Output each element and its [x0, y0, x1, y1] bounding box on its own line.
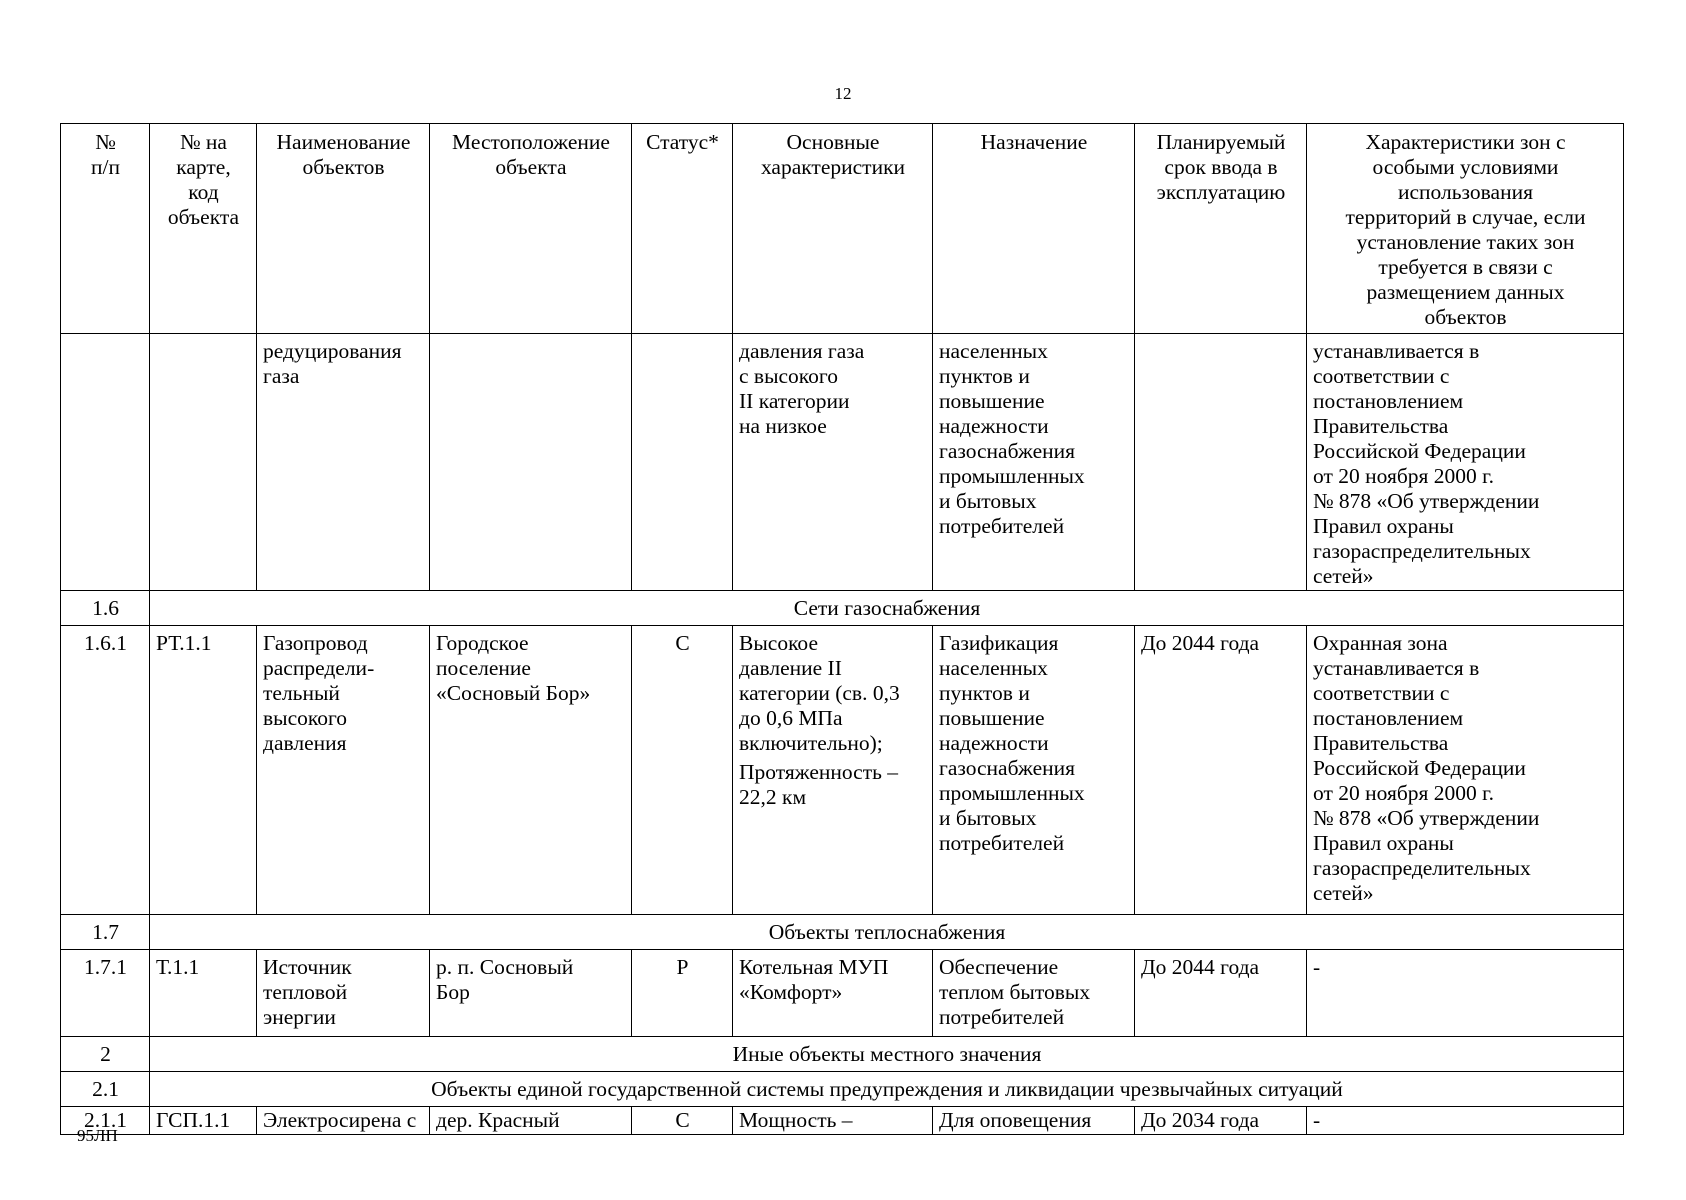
section-number: 2.1: [61, 1072, 150, 1107]
cell-purpose: Газификация населенных пунктов и повышение надежности газоснабжения промышленных и бытовых потребителей: [933, 626, 1135, 915]
cell-characteristics: [733, 626, 933, 915]
section-row-1-6: [61, 591, 1624, 626]
table-header-row: [61, 124, 1624, 334]
cell-purpose: Обеспечение теплом бытовых потребителей: [933, 950, 1135, 1037]
section-row-2: [61, 1037, 1624, 1072]
objects-table: [60, 123, 1624, 1135]
header-planned-term: Планируемый срок ввода в эксплуатацию: [1135, 124, 1307, 334]
header-location: Местоположение объекта: [430, 124, 632, 334]
cell-name: редуцирования газа: [257, 334, 430, 591]
section-number: 2: [61, 1037, 150, 1072]
cell-term: До 2044 года: [1135, 626, 1307, 915]
cell-number: 1.6.1: [61, 626, 150, 915]
cell-name: Газопровод распредели- тельный высокого давления: [257, 626, 430, 915]
cell-term: До 2034 года: [1135, 1107, 1307, 1135]
cell-status: [632, 334, 733, 591]
section-row-2-1: [61, 1072, 1624, 1107]
cell-status: С: [632, 626, 733, 915]
cell-location: [430, 334, 632, 591]
cell-code: РТ.1.1: [150, 626, 257, 915]
cell-location: р. п. Сосновый Бор: [430, 950, 632, 1037]
cell-zones: -: [1307, 1107, 1624, 1135]
cell-name: Электросирена с: [257, 1107, 430, 1135]
cell-code: ГСП.1.1: [150, 1107, 257, 1135]
section-title: Иные объекты местного значения: [150, 1037, 1624, 1072]
section-row-1-7: [61, 915, 1624, 950]
cell-zones: -: [1307, 950, 1624, 1037]
table-row-1-6-1: [61, 626, 1624, 915]
cell-status: Р: [632, 950, 733, 1037]
header-object-name: Наименование объектов: [257, 124, 430, 334]
cell-characteristics: Мощность –: [733, 1107, 933, 1135]
table-row-1-7-1: [61, 950, 1624, 1037]
page-number: 12: [834, 84, 852, 103]
cell-code: [150, 334, 257, 591]
characteristics-length: Протяженность – 22,2 км: [739, 760, 899, 809]
cell-number: 2.1.1: [61, 1107, 150, 1135]
section-number: 1.6: [61, 591, 150, 626]
cell-zones: устанавливается в соответствии с постановлением Правительства Российской Федерации от 20 ноября 2000 г. № 878 «Об утверждении Правил охраны газораспределительных сетей»: [1307, 334, 1624, 591]
section-title: Объекты теплоснабжения: [150, 915, 1624, 950]
section-number: 1.7: [61, 915, 150, 950]
cell-number: 1.7.1: [61, 950, 150, 1037]
header-purpose: Назначение: [933, 124, 1135, 334]
characteristics-pressure: Высокое давление II категории (св. 0,3 до 0,6 МПа включительно);: [739, 631, 900, 755]
cell-term: [1135, 334, 1307, 591]
table-row-2-1-1: [61, 1107, 1624, 1135]
header-map-code: № на карте, код объекта: [150, 124, 257, 334]
cell-purpose: населенных пунктов и повышение надежности газоснабжения промышленных и бытовых потребителей: [933, 334, 1135, 591]
document-code: 95ЛП: [77, 1126, 118, 1145]
header-status: Статус*: [632, 124, 733, 334]
cell-code: Т.1.1: [150, 950, 257, 1037]
cell-characteristics: Котельная МУП «Комфорт»: [733, 950, 933, 1037]
cell-name: Источник тепловой энергии: [257, 950, 430, 1037]
cell-purpose: Для оповещения: [933, 1107, 1135, 1135]
cell-location: Городское поселение «Сосновый Бор»: [430, 626, 632, 915]
cell-number: [61, 334, 150, 591]
section-title: Сети газоснабжения: [150, 591, 1624, 626]
cell-zones: Охранная зона устанавливается в соответствии с постановлением Правительства Российской Федерации от 20 ноября 2000 г. № 878 «Об утверждении Правил охраны газораспределительных сетей»: [1307, 626, 1624, 915]
cell-term: До 2044 года: [1135, 950, 1307, 1037]
cell-characteristics: давления газа с высокого II категории на низкое: [733, 334, 933, 591]
header-characteristics: Основные характеристики: [733, 124, 933, 334]
table-row-continuation: [61, 334, 1624, 591]
header-zone-characteristics: Характеристики зон с особыми условиями использования территорий в случае, если установление таких зон требуется в связи с размещением данных объектов: [1307, 124, 1624, 334]
section-title: Объекты единой государственной системы предупреждения и ликвидации чрезвычайных ситуаций: [150, 1072, 1624, 1107]
cell-status: С: [632, 1107, 733, 1135]
header-number: № п/п: [61, 124, 150, 334]
cell-location: дер. Красный: [430, 1107, 632, 1135]
